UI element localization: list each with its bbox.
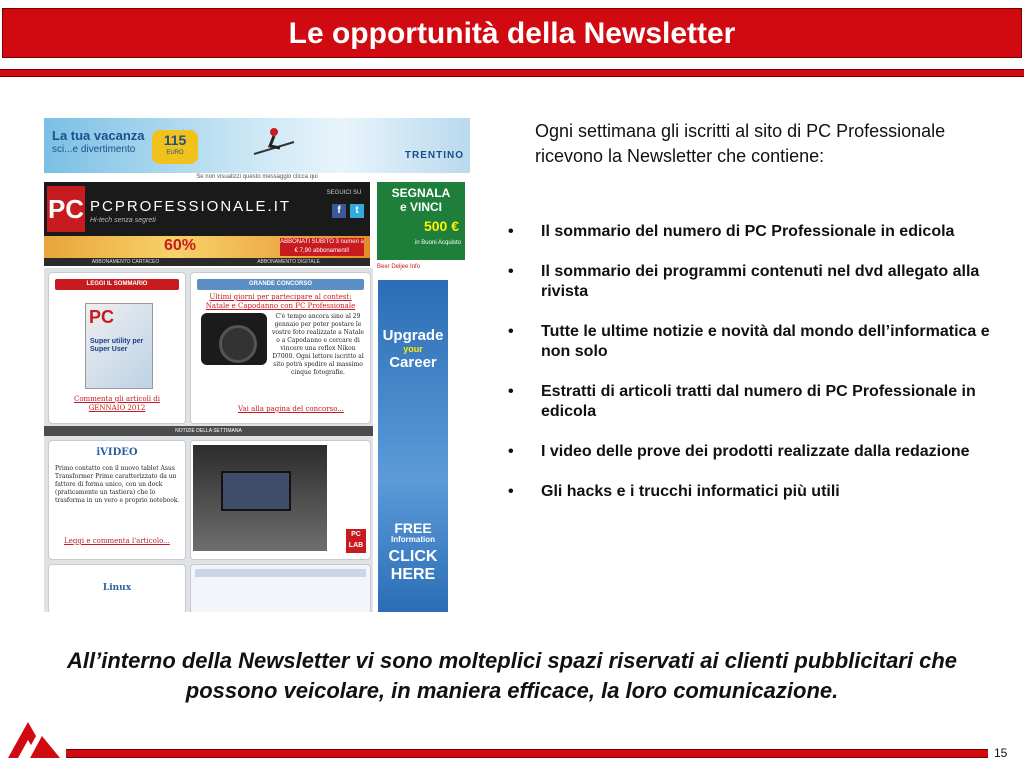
list-item-text: Il sommario dei programmi contenuti nel dvd allegato alla rivista bbox=[541, 263, 980, 300]
tablet-screen bbox=[221, 471, 291, 511]
list-item-text: Estratti di articoli tratti dal numero di PC Professionale in edicola bbox=[541, 383, 976, 420]
newsletter-screenshot bbox=[44, 118, 470, 612]
weekly-news-band: NOTIZIE DELLA SETTIMANA bbox=[44, 426, 373, 436]
social-label: SEGUICI SU bbox=[326, 190, 362, 196]
side-ad-note: in Buoni Acquisto bbox=[414, 240, 461, 246]
newsletter-contents-list bbox=[508, 222, 998, 522]
bullet-icon: • bbox=[508, 323, 514, 340]
list-item bbox=[508, 382, 998, 422]
contest-card-header: GRANDE CONCORSO bbox=[197, 279, 364, 290]
list-item-text: Tutte le ultime notizie e novità dal mondo dell’informatica e non solo bbox=[541, 323, 990, 360]
career-line2: your bbox=[403, 344, 423, 354]
list-item bbox=[508, 222, 998, 242]
list-item bbox=[508, 482, 998, 502]
ivideo-card bbox=[48, 440, 186, 560]
upgrade-career-ad[interactable] bbox=[378, 280, 448, 612]
banner-subline: sci...e divertimento bbox=[52, 144, 136, 155]
ivideo-title: iVIDEO bbox=[96, 447, 138, 458]
banner-price: 115 bbox=[163, 132, 187, 148]
segnala-vinci-ad[interactable] bbox=[377, 182, 465, 260]
list-item-text: I video delle prove dei prodotti realizzate dalla redazione bbox=[541, 443, 970, 460]
bullet-icon: • bbox=[508, 483, 514, 500]
bottom-rule bbox=[66, 749, 988, 758]
side-ad-line2: e VINCI bbox=[399, 200, 442, 214]
view-online-notice[interactable]: Se non visualizzi questo messaggio clicca qui bbox=[196, 174, 318, 180]
career-click-here[interactable]: CLICK HERE bbox=[388, 548, 438, 583]
subscribe-now-button[interactable]: ABBONATI SUBITO 3 numeri a € 7,90 abbonamenti! bbox=[280, 239, 364, 254]
linux-card bbox=[48, 564, 186, 612]
camera-lens bbox=[219, 325, 257, 363]
magazine-headline: Super utility per Super User bbox=[90, 338, 144, 353]
list-item-text: Il sommario del numero di PC Professionale in edicola bbox=[541, 223, 955, 240]
side-ad-line1: SEGNALA bbox=[391, 186, 451, 200]
software-screenshot-card bbox=[190, 564, 371, 612]
print-subscription-label[interactable]: ABBONAMENTO CARTACEO bbox=[91, 259, 160, 265]
slide-title: Le opportunità della Newsletter bbox=[2, 8, 1022, 58]
footer-statement: All’interno della Newsletter vi sono molteplici spazi riservati ai clienti pubblicitari che possono veicolare, in maniera efficace, la loro comunicazione. bbox=[66, 648, 958, 703]
sponsor-logo: Beer Deljee Info bbox=[377, 264, 421, 270]
facebook-icon[interactable]: f bbox=[332, 204, 346, 218]
pc-logo: PC bbox=[47, 186, 85, 232]
site-name: PCPROFESSIONALE.IT bbox=[90, 198, 292, 215]
contest-headline-link[interactable]: Ultimi giorni per partecipare al contest: Natale e Capodanno con PC Professionale bbox=[205, 293, 356, 310]
pc-lab-badge: PC LAB bbox=[346, 529, 366, 553]
bullet-icon: • bbox=[508, 263, 514, 280]
tablet-photo-card bbox=[190, 440, 371, 560]
banner-price-unit: EURO bbox=[166, 150, 184, 156]
list-item bbox=[508, 262, 998, 302]
magazine-cover-image[interactable] bbox=[85, 303, 153, 389]
page-number: 15 bbox=[994, 746, 1008, 760]
list-item bbox=[508, 322, 998, 362]
company-logo-icon bbox=[4, 718, 64, 762]
contest-body-text: C'è tempo ancora sino al 29 gennaio per poter postare le vostre foto realizzate a Natale o a Capodanno e cercare di vincere una reflex Nikon D7000. Ogni lettore iscritto al sito potrà spedire al massimo cinque fotografie. bbox=[272, 313, 364, 376]
skier-icon bbox=[244, 122, 304, 162]
magazine-logo: PC bbox=[89, 307, 115, 327]
trentino-banner-ad[interactable] bbox=[44, 118, 470, 173]
list-item bbox=[508, 442, 998, 462]
digital-subscription-label[interactable]: ABBONAMENTO DIGITALE bbox=[257, 259, 320, 265]
side-ad-amount: 500 € bbox=[423, 218, 459, 234]
subscription-labels bbox=[44, 258, 370, 266]
banner-price-badge bbox=[152, 130, 198, 164]
banner-headline: La tua vacanza bbox=[52, 128, 145, 143]
camera-image bbox=[201, 313, 267, 365]
bullet-icon: • bbox=[508, 443, 514, 460]
bullet-icon: • bbox=[508, 383, 514, 400]
read-comment-link[interactable]: Leggi e commenta l'articolo... bbox=[64, 537, 170, 545]
trentino-logo: TRENTINO bbox=[404, 150, 464, 161]
tablet-photo[interactable] bbox=[193, 445, 327, 551]
intro-paragraph: Ogni settimana gli iscritti al sito di PC Professionale ricevono la Newsletter che contiene: bbox=[535, 121, 946, 166]
contest-card bbox=[190, 272, 371, 424]
contest-page-link[interactable]: Vai alla pagina del concorso... bbox=[238, 405, 344, 413]
linux-title: Linux bbox=[102, 583, 132, 593]
ivideo-body-text: Primo contatto con il nuovo tablet Asus Transformer Prime caratterizzato da un fattore di forma unico, con un dock (praticamente un tastiera) che lo trasforma in un vero e proprio notebook. bbox=[55, 465, 180, 504]
discount-percent: 60% bbox=[164, 237, 197, 254]
list-item-text: Gli hacks e i trucchi informatici più utili bbox=[541, 483, 840, 500]
newsletter-header bbox=[44, 182, 370, 236]
subscription-offer-banner[interactable] bbox=[44, 236, 370, 258]
software-toolbar bbox=[195, 569, 366, 577]
career-information: Information bbox=[391, 535, 435, 544]
summary-card-header: LEGGI IL SOMMARIO bbox=[55, 279, 179, 290]
summary-card bbox=[48, 272, 186, 424]
twitter-icon[interactable]: t bbox=[350, 204, 364, 218]
newsletter-body bbox=[44, 268, 373, 612]
site-tagline: Hi-tech senza segreti bbox=[90, 217, 156, 224]
career-line3: Career bbox=[389, 354, 437, 371]
career-line1: Upgrade bbox=[382, 327, 444, 344]
career-free: FREE bbox=[394, 520, 432, 536]
bullet-icon: • bbox=[508, 223, 514, 240]
title-rule bbox=[0, 69, 1024, 77]
comment-articles-link[interactable]: Commenta gli articoli di GENNAIO 2012 bbox=[73, 395, 161, 412]
